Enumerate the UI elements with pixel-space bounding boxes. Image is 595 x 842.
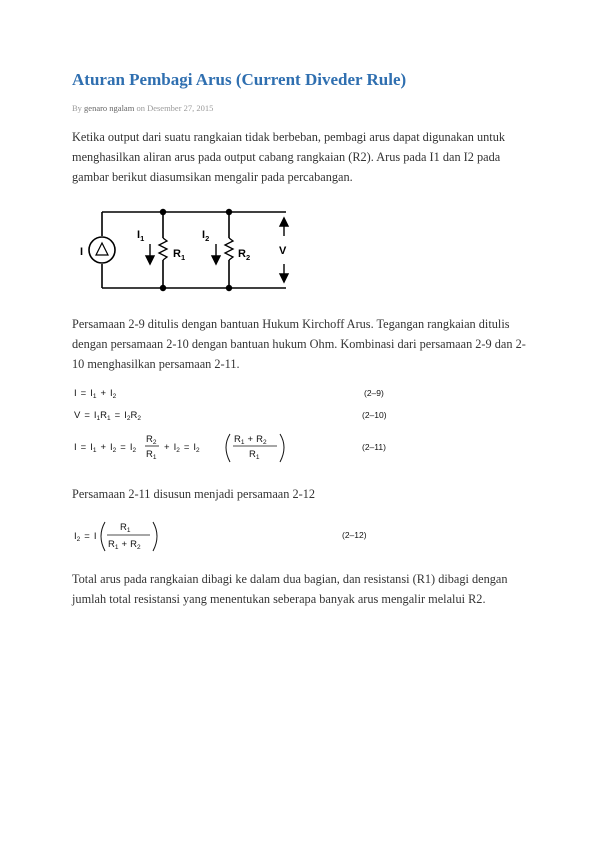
byline-mid: on xyxy=(136,103,145,113)
paragraph-rearrange: Persamaan 2-11 disusun menjadi persamaan 2-12 xyxy=(72,487,316,501)
resistor-r1-label: R xyxy=(173,248,181,260)
arrow-down-icon xyxy=(280,274,288,282)
junction-dot xyxy=(160,285,166,291)
article-byline xyxy=(72,103,213,113)
equations-2-9-to-2-11 xyxy=(72,380,392,464)
junction-dot xyxy=(226,209,232,215)
byline-prefix: By xyxy=(72,103,82,113)
equation-number: (2–9) xyxy=(364,388,384,398)
arrow-down-icon xyxy=(212,256,220,264)
paragraph-intro: Ketika output dari suatu rangkaian tidak berbeban, pembagi arus dapat digunakan untuk menghasilkan aliran arus pada output cabang rangkaian (R2). Arus pada I1 dan I2 pada gambar berikut diasumsikan mengalir pada percabangan. xyxy=(72,130,505,184)
svg-text:I1: $I_1$ xyxy=(137,229,145,243)
svg-text:R2: $R_2$ xyxy=(146,434,157,446)
source-label: I xyxy=(80,246,84,258)
paragraph-kirchoff: Persamaan 2-9 ditulis dengan bantuan Hukum Kirchoff Arus. Tegangan rangkaian ditulis dengan persamaan 2-10 dengan bantuan hukum Ohm. Kombinasi dari persamaan 2-9 dan 2-10 menghasilkan persamaan 2-11. xyxy=(72,317,526,371)
svg-text:R1: $R_1$ xyxy=(173,248,186,262)
junction-dot xyxy=(160,209,166,215)
resistor-r2-icon xyxy=(225,238,233,260)
svg-text:+I2=I2: + $I_2 = I_2$ xyxy=(164,442,200,454)
equation-number: (2–10) xyxy=(362,410,387,420)
svg-text:R1+R2: $R_1 + R_2$ xyxy=(108,539,141,551)
arrow-down-icon xyxy=(146,256,154,264)
current-i1-label: I xyxy=(137,229,141,241)
source-triangle-icon xyxy=(96,243,108,255)
voltage-label: V xyxy=(279,245,287,257)
paragraph-conclusion: Total arus pada rangkaian dibagi ke dalam dua bagian, dan resistansi (R1) dibagi dengan jumlah total resistansi yang menentukan seberapa banyak arus mengalir melalui R2. xyxy=(72,572,508,606)
svg-text:R1: $R_1$ xyxy=(146,449,157,461)
svg-text:I=I1+I2=I2: $I = I_1 + I_2 = I_2$ xyxy=(74,442,137,454)
svg-text:R1: $R_1$ xyxy=(120,522,131,534)
svg-text:I2=I: $I_2 = I$ xyxy=(74,531,97,543)
current-divider-circuit xyxy=(80,198,310,298)
arrow-up-icon xyxy=(280,218,288,226)
svg-text:R1: $R_1$ xyxy=(249,449,260,461)
article-title: Aturan Pembagi Arus (Current Diveder Rule) xyxy=(72,70,407,89)
resistor-r2-label: R xyxy=(238,248,246,260)
svg-text:R2: $R_2$ xyxy=(238,248,251,262)
equation-number: (2–11) xyxy=(362,442,386,452)
equation-2-11 xyxy=(74,434,284,462)
byline-author[interactable]: genaro ngalam xyxy=(84,103,135,113)
equation-2-9: $I = I_1 + I_2$ xyxy=(74,388,117,400)
equation-2-10: $V = I_1R_1 = I_2R_2$ xyxy=(74,410,141,422)
resistor-r1-icon xyxy=(159,238,167,260)
byline-date: Desember 27, 2015 xyxy=(147,103,214,113)
current-source-icon xyxy=(89,237,115,263)
junction-dot xyxy=(226,285,232,291)
current-i2-label: I xyxy=(202,229,206,241)
equation-number: (2–12) xyxy=(342,530,367,540)
svg-text:I2: $I_2$ xyxy=(202,229,210,243)
svg-text:R1+R2: $R_1 + R_2$ xyxy=(234,434,267,446)
equation-2-12 xyxy=(72,514,392,558)
